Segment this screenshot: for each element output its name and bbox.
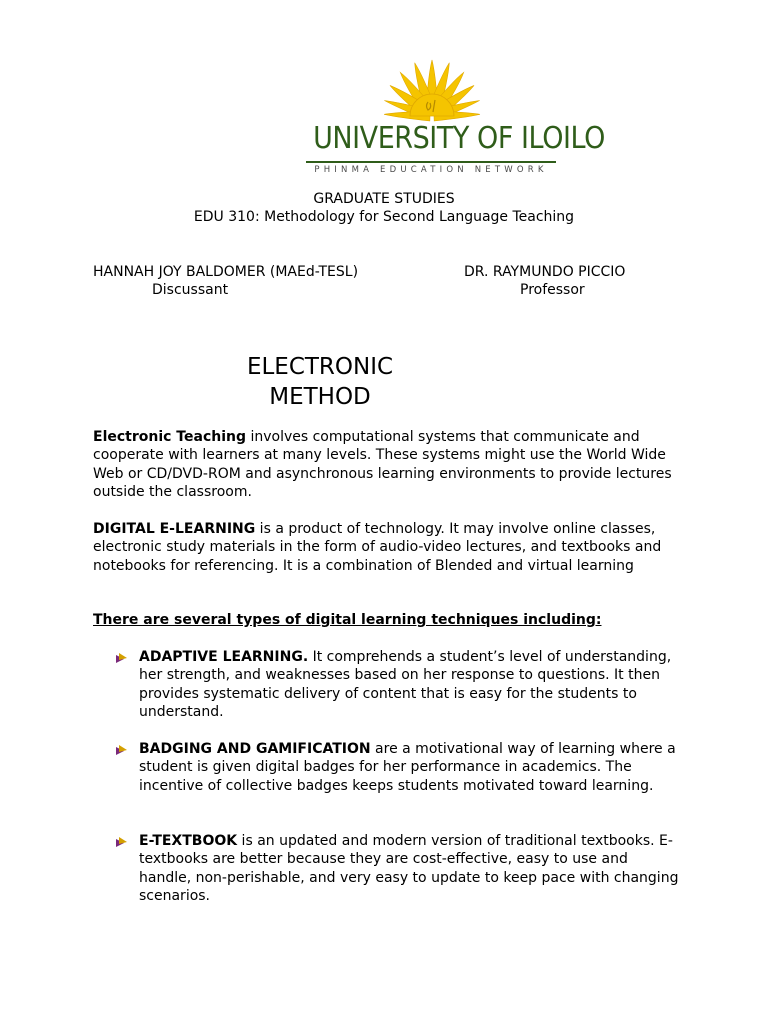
document-title xyxy=(220,352,420,412)
discussant-role: Discussant xyxy=(152,282,229,298)
arrow-bullet-icon xyxy=(116,745,128,757)
paragraph-term: DIGITAL E-LEARNING xyxy=(93,521,256,537)
header-line-1: GRADUATE STUDIES xyxy=(313,191,455,207)
list-item xyxy=(139,648,684,721)
logo-divider xyxy=(306,161,556,163)
professor-block xyxy=(464,263,664,299)
arrow-bullet-icon xyxy=(116,837,128,849)
professor-name: DR. RAYMUNDO PICCIO xyxy=(464,264,626,280)
professor-role: Professor xyxy=(520,282,585,298)
title-line-1: ELECTRONIC xyxy=(246,354,394,380)
list-item-term: E-TEXTBOOK xyxy=(139,833,238,849)
title-line-2: METHOD xyxy=(269,384,371,410)
university-logo xyxy=(300,58,605,176)
list-item-term: ADAPTIVE LEARNING. xyxy=(139,649,309,665)
logo-tagline: PHINMA EDUCATION NETWORK xyxy=(314,165,548,175)
list-item xyxy=(139,832,684,905)
paragraph-electronic-teaching xyxy=(93,428,683,501)
paragraph-term: Electronic Teaching xyxy=(93,429,246,445)
arrow-bullet-icon xyxy=(116,653,128,665)
list-item-text: are a motivational way of learning where a student is given digital badges for her performance in academics. The incentive of collective badges keeps students motivated toward learning. xyxy=(139,741,676,794)
list-item-text: It comprehends a student’s level of understanding, her strength, and weaknesses based on her response to questions. It then provides systematic delivery of content that is easy for the students to understand. xyxy=(139,649,672,720)
list-item xyxy=(139,740,684,795)
list-item-text: is an updated and modern version of traditional textbooks. E-textbooks are better because they are cost-effective, easy to use and handle, non-perishable, and very easy to update to keep pace with changing scenarios. xyxy=(139,833,679,904)
header-line-2: EDU 310: Methodology for Second Language Teaching xyxy=(193,209,575,225)
paragraph-text: is a product of technology. It may involve online classes, electronic study materials in the form of audio-video lectures, and textbooks and notebooks for referencing. It is a combination of Blended and virtual learning xyxy=(93,521,662,574)
discussant-name: HANNAH JOY BALDOMER (MAEd-TESL) xyxy=(93,264,359,280)
discussant-block xyxy=(93,263,413,299)
list-heading: There are several types of digital learning techniques including: xyxy=(93,612,602,628)
paragraph-digital-e-learning xyxy=(93,520,683,575)
list-item-term: BADGING AND GAMIFICATION xyxy=(139,741,371,757)
sun-icon xyxy=(300,58,562,128)
logo-wordmark: UNIVERSITY OF ILOILO xyxy=(313,121,605,156)
paragraph-text: involves computational systems that communicate and cooperate with learners at many levels. These systems might use the World Wide Web or CD/DVD-ROM and asynchronous learning environments to provide lectures outside the classroom. xyxy=(93,429,672,500)
